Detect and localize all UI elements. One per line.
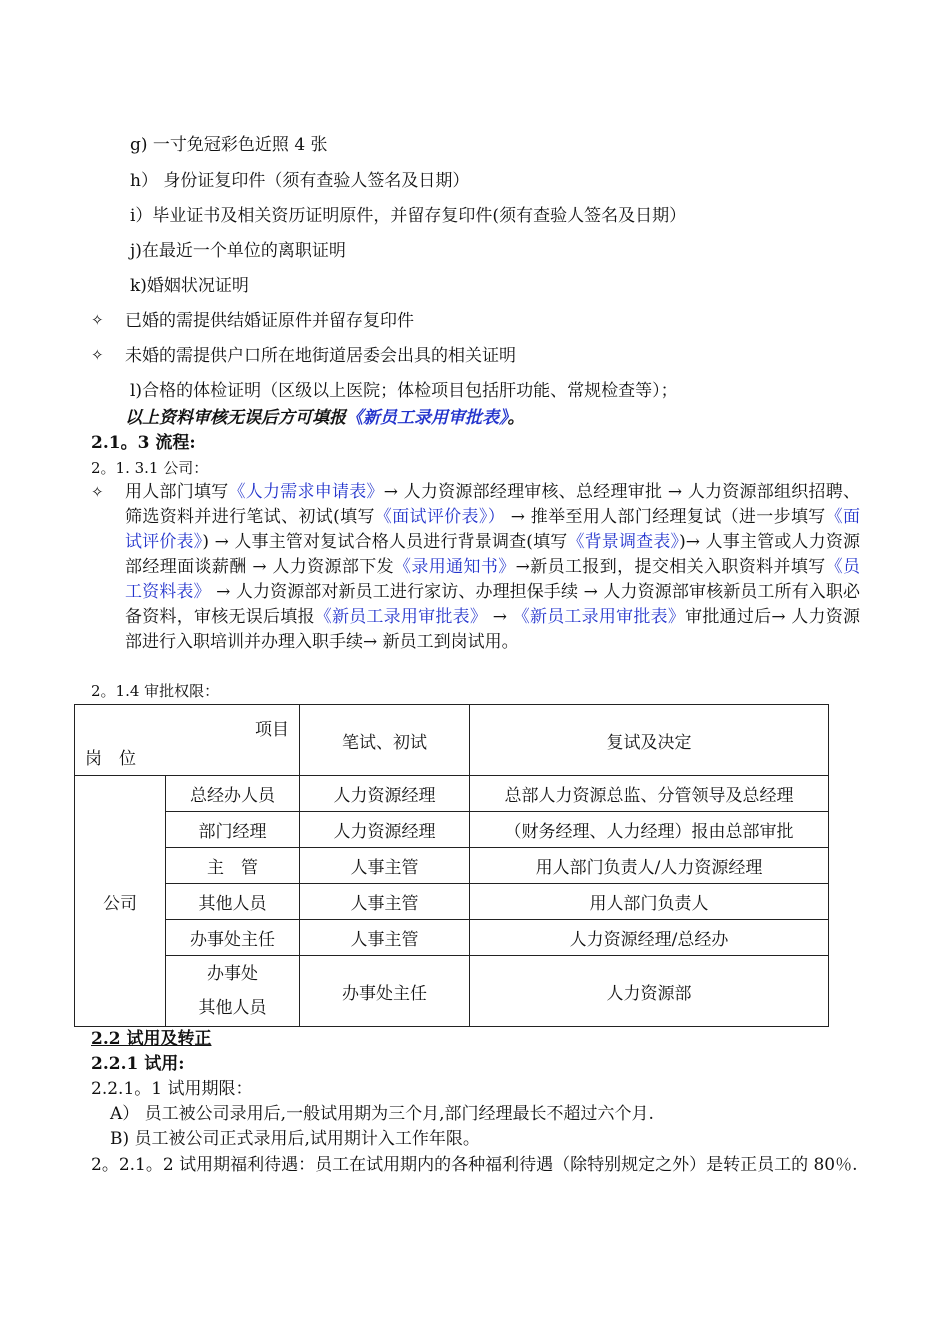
cell-final-round: 总部人力资源总监、分管领导及总经理 <box>470 776 829 812</box>
process-paragraph <box>125 480 860 655</box>
doc-item-g: g) 一寸免冠彩色近照 4 张 <box>130 135 328 155</box>
company-heading: 2。1. 3.1 公司： <box>91 459 209 477</box>
bullet-diamond-icon: ✧ <box>91 311 104 329</box>
cell-final-round: 用人部门负责人/人力资源经理 <box>470 848 829 884</box>
bullet-diamond-icon: ✧ <box>91 346 104 364</box>
process-text: ) → 人事主管对复试合格人员进行背景调查(填写 <box>202 532 568 552</box>
process-text: → 人力资源部对新员工进行家访、办理担保手续 → 人力资源部审核新员工所有入职必备资料，审核无误后填报 <box>125 582 861 627</box>
bullet-diamond-icon: ✧ <box>91 483 104 501</box>
header-first-round: 笔试、初试 <box>300 705 470 776</box>
header-post: 岗 位 <box>85 749 136 769</box>
form-link-hire-approval[interactable]: 《新员工录用审批表》 <box>512 607 686 627</box>
table-row <box>75 776 829 812</box>
process-text: → <box>487 607 513 627</box>
cell-final-round: 人力资源部 <box>470 956 829 1027</box>
cell-post: 其他人员 <box>166 884 300 920</box>
probation-item-a: A） 员工被公司录用后,一般试用期为三个月,部门经理最长不超过六个月. <box>110 1104 654 1124</box>
form-link-employee-info[interactable]: 《员工资料表》 <box>125 557 860 602</box>
approval-heading: 2。1.4 审批权限： <box>91 682 220 700</box>
cell-final-round: 人力资源经理/总经办 <box>470 920 829 956</box>
cell-final-round: 用人部门负责人 <box>470 884 829 920</box>
cell-post-line: 办事处 <box>207 964 258 984</box>
process-text: )→ 人事主管或人力资源部经理面谈薪酬 → 人力资源部下发 <box>125 532 860 577</box>
doc-note <box>125 407 525 429</box>
process-text: →新员工报到，提交相关入职资料并填写 <box>515 557 826 577</box>
cell-first-round: 人事主管 <box>300 920 470 956</box>
group-company: 公司 <box>75 776 166 1027</box>
cell-first-round: 人事主管 <box>300 848 470 884</box>
probation-benefit: 2。2.1。2 试用期福利待遇：员工在试用期内的各种福利待遇（除特别规定之外）是转正员工的 80％. <box>91 1155 858 1175</box>
header-diagonal-cell <box>75 705 300 776</box>
form-link-interview-eval[interactable]: 《面试评价表》） <box>374 507 506 527</box>
table-row <box>75 884 829 920</box>
note-prefix: 以上资料审核无误后方可填报 <box>125 408 346 428</box>
probation-period-heading: 2.2.1。1 试用期限： <box>91 1079 253 1099</box>
header-project: 项目 <box>255 720 289 740</box>
doc-item-j: j)在最近一个单位的离职证明 <box>130 241 346 261</box>
table-header-row <box>75 705 829 776</box>
form-link-offer-letter[interactable]: 《录用通知书》 <box>394 557 516 577</box>
cell-first-round: 人事主管 <box>300 884 470 920</box>
form-link-hire-approval[interactable]: 《新员工录用审批表》 <box>314 607 488 627</box>
process-text: → 推举至用人部门经理复试（进一步填写 <box>505 507 826 527</box>
doc-item-i: i）毕业证书及相关资历证明原件，并留存复印件(须有查验人签名及日期） <box>130 206 687 226</box>
sub-probation: 2.2.1 试用: <box>91 1054 185 1074</box>
cell-post-line: 其他人员 <box>198 998 267 1018</box>
doc-unmarried: 未婚的需提供户口所在地街道居委会出具的相关证明 <box>125 346 516 366</box>
cell-post <box>166 956 300 1027</box>
doc-item-l: l)合格的体检证明（区级以上医院；体检项目包括肝功能、常规检查等）； <box>130 381 678 401</box>
approval-table <box>74 704 829 1027</box>
doc-item-h: h） 身份证复印件（须有查验人签名及日期） <box>130 171 470 191</box>
cell-first-round: 办事处主任 <box>300 956 470 1027</box>
process-text: 用人部门填写 <box>125 482 229 502</box>
table-row <box>75 956 829 1027</box>
table-row <box>75 848 829 884</box>
section-probation: 2.2 试用及转正 <box>91 1029 212 1049</box>
process-heading: 2.1。3 流程: <box>91 433 196 453</box>
cell-final-round: （财务经理、人力经理）报由总部审批 <box>470 812 829 848</box>
process-text: 审批通过后→ 人力资源部进行入职培训并办理入职手续→ 新员工到岗试用。 <box>125 607 861 652</box>
doc-married: 已婚的需提供结婚证原件并留存复印件 <box>125 311 414 331</box>
form-link-interview-eval[interactable]: 《面试评价表》 <box>125 507 861 552</box>
note-suffix: 。 <box>507 408 525 428</box>
probation-item-b: B) 员工被公司正式录用后,试用期计入工作年限。 <box>110 1129 480 1149</box>
form-link-manpower-request[interactable]: 《人力需求申请表》 <box>228 482 384 502</box>
header-final-round: 复试及决定 <box>470 705 829 776</box>
note-form-link[interactable]: 《新员工录用审批表》 <box>346 408 508 428</box>
table-row <box>75 812 829 848</box>
cell-post: 主 管 <box>166 848 300 884</box>
doc-item-k: k)婚姻状况证明 <box>130 276 249 296</box>
table-row <box>75 920 829 956</box>
form-link-background-check[interactable]: 《背景调查表》 <box>567 532 680 552</box>
cell-first-round: 人力资源经理 <box>300 812 470 848</box>
cell-post: 办事处主任 <box>166 920 300 956</box>
cell-first-round: 人力资源经理 <box>300 776 470 812</box>
cell-post: 总经办人员 <box>166 776 300 812</box>
process-text: → 人力资源部经理审核、总经理审批 → 人力资源部组织招聘、筛选资料并进行笔试、初试(填写 <box>125 482 861 527</box>
cell-post: 部门经理 <box>166 812 300 848</box>
